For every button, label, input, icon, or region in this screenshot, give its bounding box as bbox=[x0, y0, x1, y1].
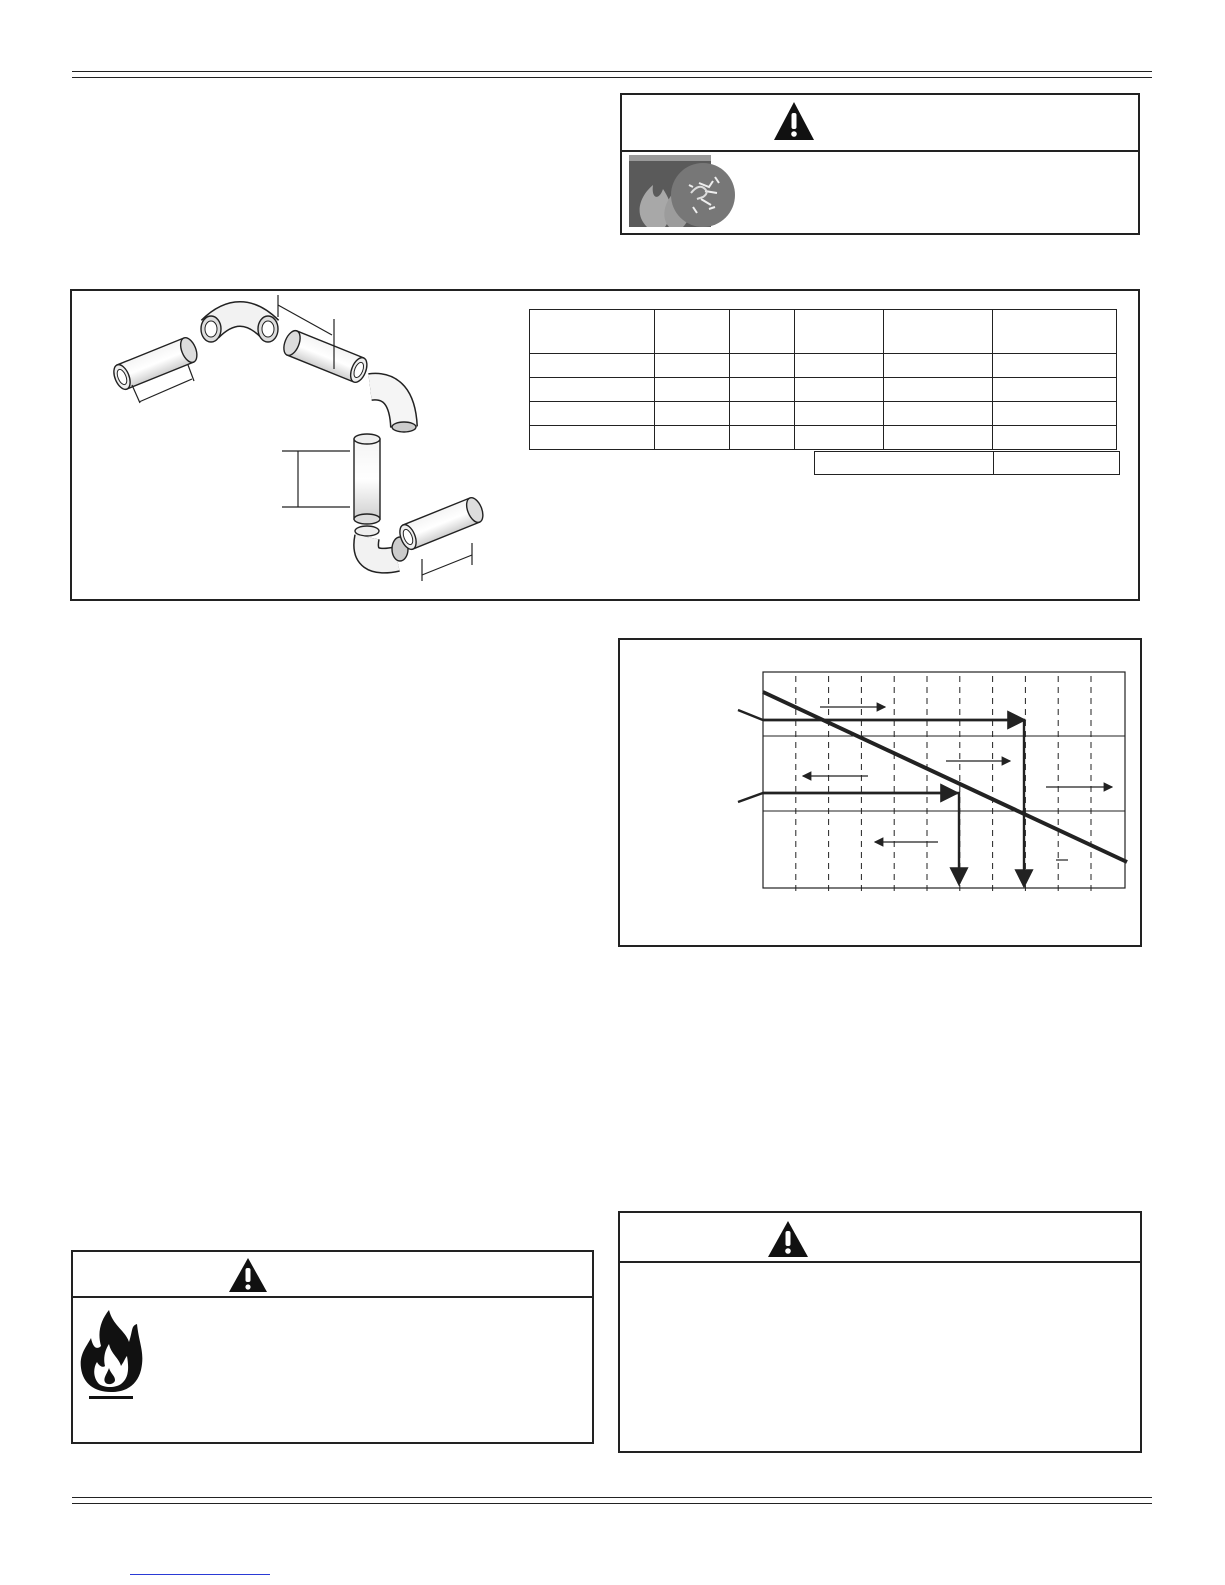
elbow-top bbox=[201, 314, 278, 342]
chart-plot bbox=[620, 640, 1140, 945]
flammable-flame-icon bbox=[79, 1308, 145, 1402]
series-line bbox=[763, 692, 1127, 862]
reading-path-lower bbox=[738, 793, 959, 884]
page-footer-rule-thin bbox=[72, 1503, 1152, 1504]
table-row bbox=[530, 402, 1117, 426]
pipe-section-3 bbox=[397, 495, 486, 551]
elbow-right bbox=[370, 387, 416, 432]
page-footer-rule bbox=[72, 1497, 1152, 1498]
table-row bbox=[530, 426, 1117, 450]
pipe-section-2 bbox=[281, 328, 370, 384]
warning-box-burn bbox=[620, 93, 1140, 235]
plot-frame bbox=[763, 672, 1125, 888]
table-row bbox=[815, 452, 1120, 475]
table-row bbox=[530, 354, 1117, 378]
table-row bbox=[530, 310, 1117, 354]
warning-triangle-icon bbox=[227, 1256, 269, 1294]
fire-burn-hazard-icon bbox=[629, 155, 737, 231]
graph-figure-box bbox=[618, 638, 1142, 947]
warning-box-general bbox=[618, 1211, 1142, 1453]
vent-figure-box bbox=[70, 289, 1140, 601]
footer-link-underline[interactable] bbox=[130, 1574, 270, 1575]
warning-header-divider bbox=[620, 1261, 1140, 1263]
page-header-rule bbox=[72, 71, 1152, 72]
warning-header-divider bbox=[73, 1296, 592, 1298]
warning-triangle-icon bbox=[772, 100, 816, 142]
page-header-rule-thin bbox=[72, 77, 1152, 78]
table-row bbox=[530, 378, 1117, 402]
vent-spec-table-footer bbox=[814, 451, 1120, 475]
warning-header-divider bbox=[622, 150, 1138, 152]
vent-spec-table bbox=[529, 309, 1117, 450]
pipe-section-1 bbox=[111, 335, 200, 391]
vent-pipe-assembly-illustration bbox=[102, 291, 522, 596]
pipe-section-vertical bbox=[354, 434, 380, 524]
warning-box-flammable bbox=[71, 1250, 594, 1444]
warning-triangle-icon bbox=[766, 1219, 810, 1259]
